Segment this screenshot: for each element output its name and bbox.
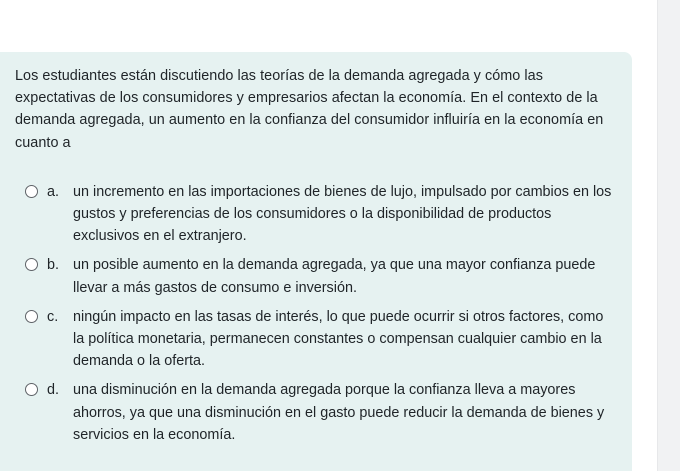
radio-button-d[interactable] bbox=[25, 383, 38, 396]
option-text: una disminución en la demanda agregada porque la confianza lleva a mayores ahorros, ya que una disminución en el gasto puede reducir la demanda de bienes y servicios en la economía. bbox=[73, 382, 605, 443]
option-a[interactable] bbox=[15, 181, 620, 248]
option-c[interactable] bbox=[15, 306, 620, 373]
option-letter: a. bbox=[47, 183, 60, 200]
radio-button-b[interactable] bbox=[25, 258, 38, 271]
question-text: Los estudiantes están discutiendo las teorías de la demanda agregada y cómo las expectativas de los consumidores y empresarios afectan la economía. En el contexto de la demanda agregada, un aumento en la confianza del consumidor influiría en la economía en cuanto a bbox=[15, 68, 604, 151]
option-text: un incremento en las importaciones de bienes de lujo, impulsado por cambios en los gustos y preferencias de los consumidores o la disponibilidad de productos exclusivos en el extranjero. bbox=[73, 183, 612, 245]
scrollbar-track[interactable] bbox=[657, 0, 680, 471]
option-text: un posible aumento en la demanda agregada, ya que una mayor confianza puede llevar a más gastos de consumo e inversión. bbox=[73, 257, 596, 296]
option-d[interactable] bbox=[15, 379, 620, 446]
radio-button-a[interactable] bbox=[25, 185, 38, 198]
answer-options bbox=[15, 181, 620, 446]
option-b[interactable] bbox=[15, 254, 620, 298]
option-letter: b. bbox=[47, 257, 60, 274]
option-text: ningún impacto en las tasas de interés, lo que puede ocurrir si otros factores, como la política monetaria, permanecen constantes o compensan cualquier cambio en la demanda o la oferta. bbox=[73, 308, 604, 370]
question-card bbox=[0, 52, 632, 471]
radio-button-c[interactable] bbox=[25, 310, 38, 323]
option-letter: c. bbox=[47, 308, 59, 325]
option-letter: d. bbox=[47, 382, 60, 399]
